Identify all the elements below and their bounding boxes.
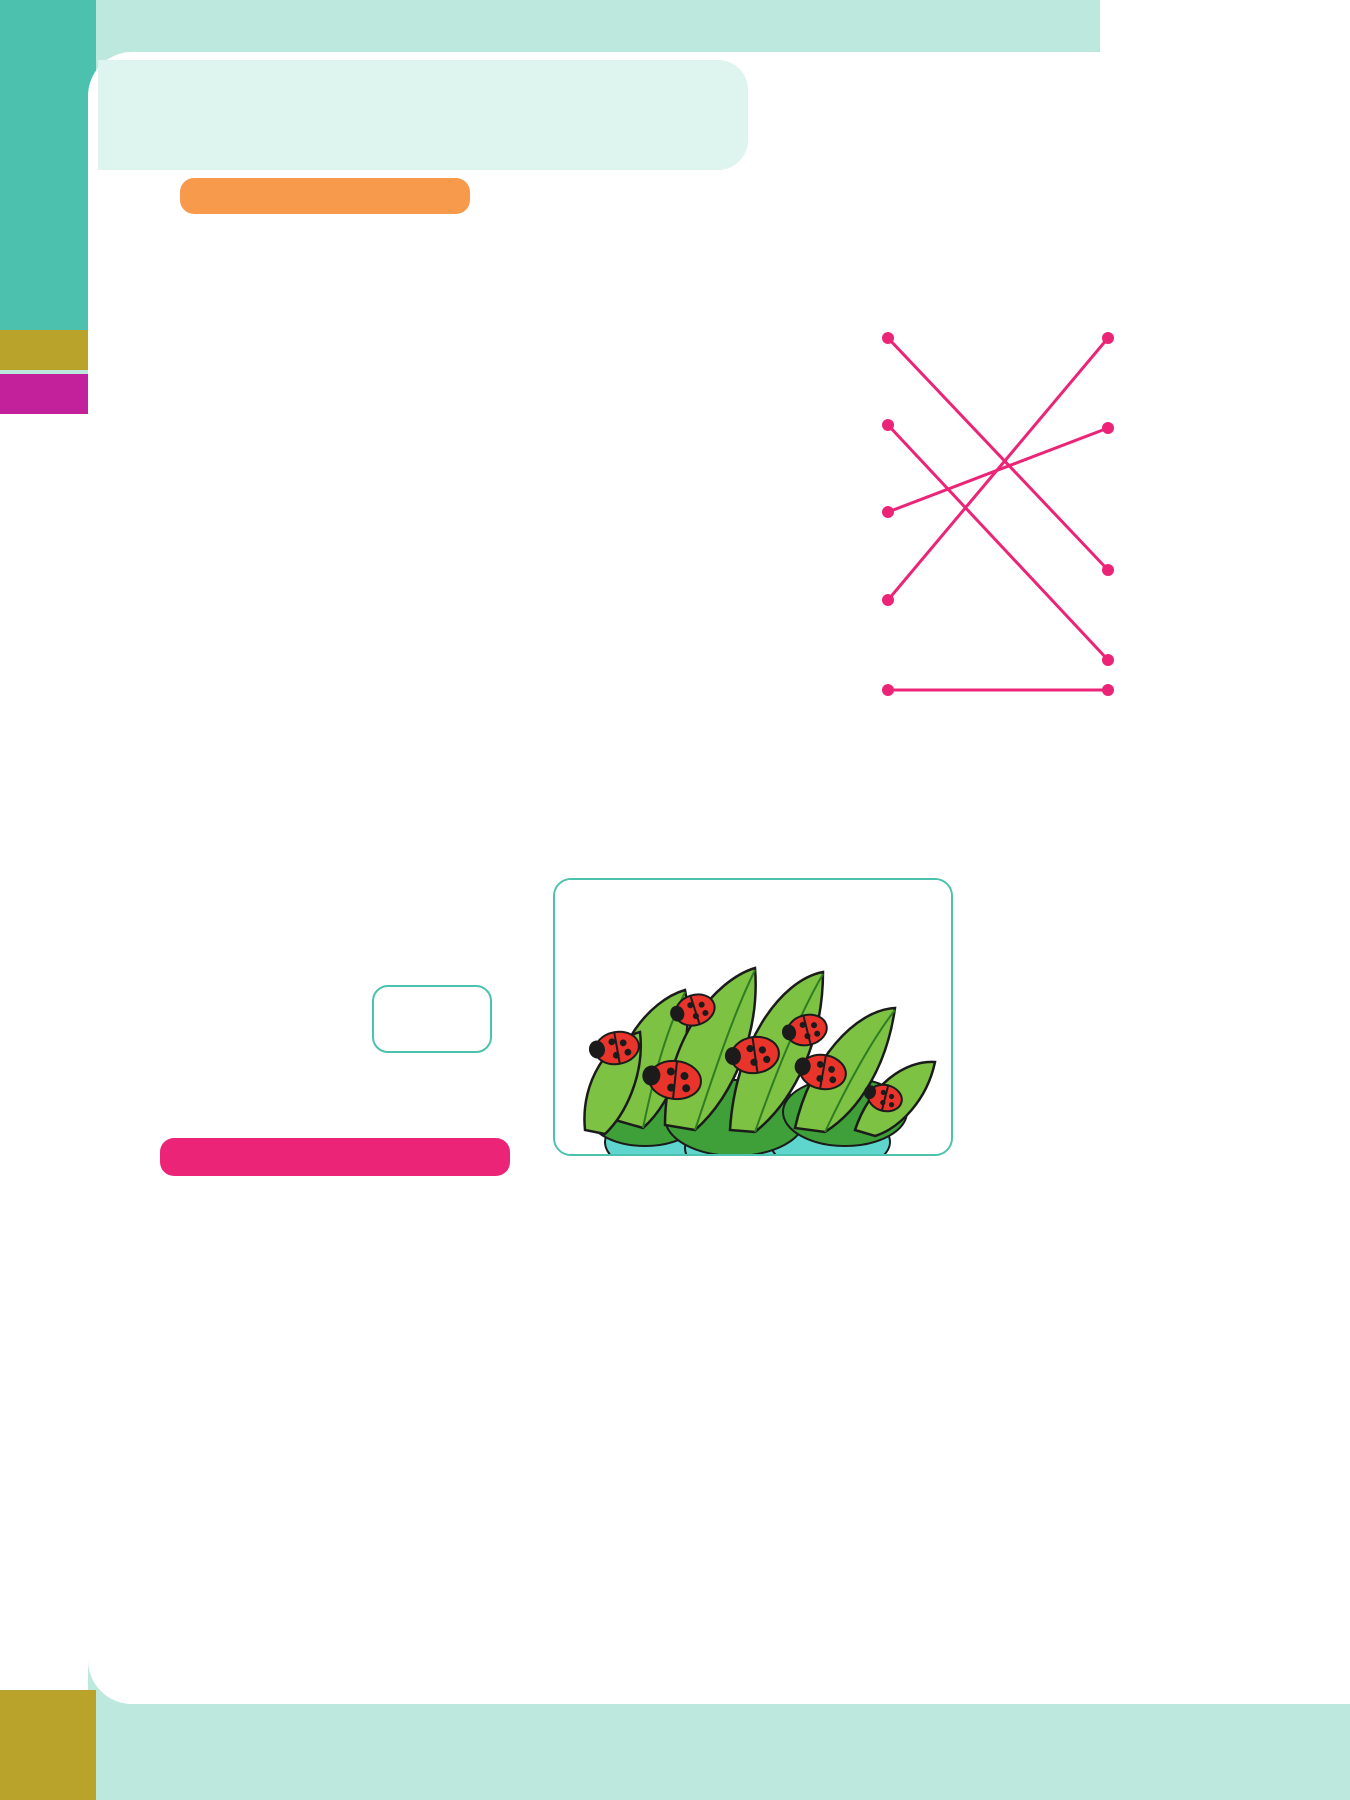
olive-decor-bar bbox=[0, 330, 88, 370]
header-banner bbox=[98, 60, 748, 170]
exercise-4-trains bbox=[270, 1360, 1100, 1680]
section-problema-decision bbox=[180, 178, 470, 214]
bottom-teal-band bbox=[0, 1704, 1350, 1800]
answer-box-insects[interactable] bbox=[372, 985, 492, 1053]
section-expreso-mis-emociones bbox=[160, 1138, 510, 1176]
matching-lines bbox=[880, 300, 1130, 770]
teal-decor-block bbox=[0, 0, 96, 330]
ladybugs-image bbox=[553, 878, 953, 1156]
left-white-strip bbox=[0, 414, 88, 1704]
magenta-decor-bar bbox=[0, 374, 88, 414]
page-number bbox=[0, 1690, 96, 1800]
